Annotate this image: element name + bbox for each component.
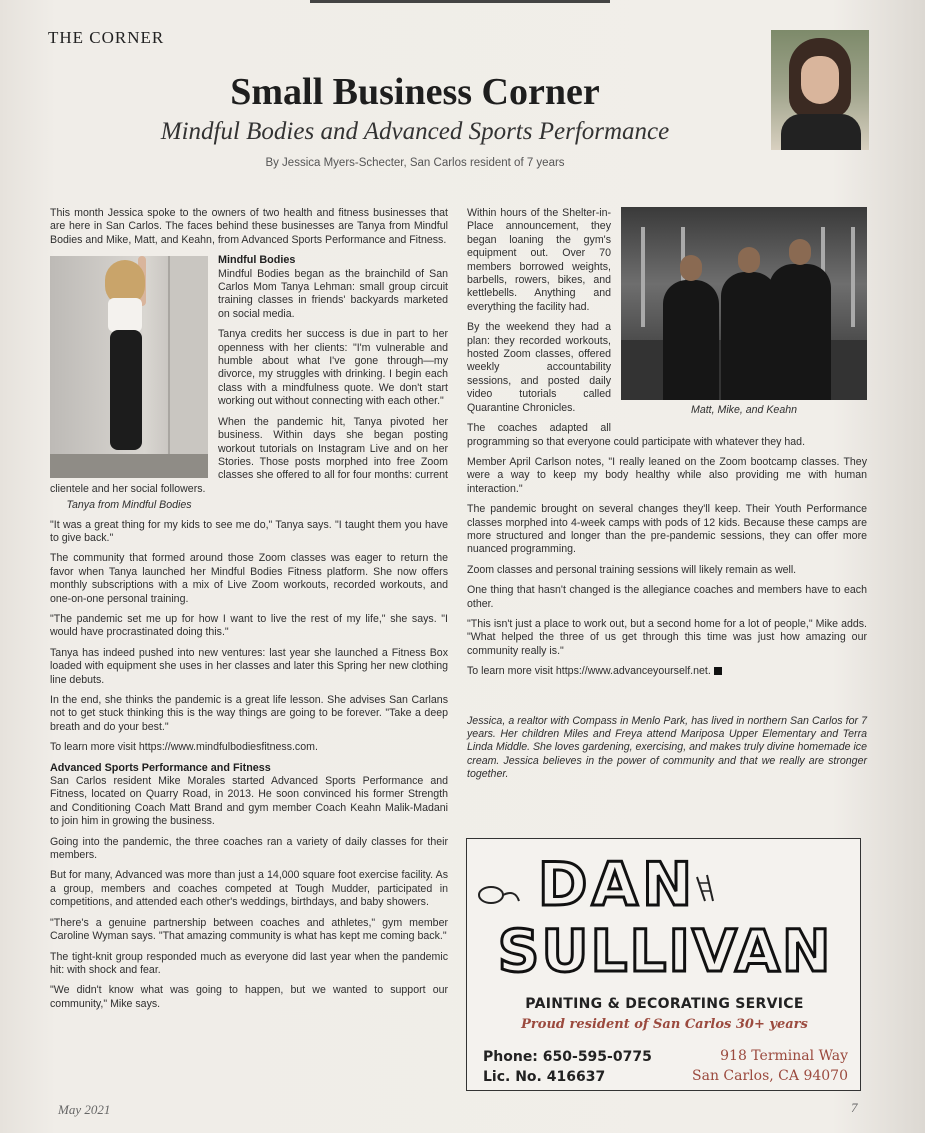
ad-address-line1: 918 Terminal Way bbox=[720, 1048, 848, 1064]
ad-service: PAINTING & DECORATING SERVICE bbox=[525, 996, 804, 1012]
end-mark bbox=[714, 667, 722, 675]
byline: By Jessica Myers-Schecter, San Carlos resident of 7 years bbox=[265, 157, 565, 169]
ad-address-line2: San Carlos, CA 94070 bbox=[692, 1068, 848, 1084]
paragraph: Mindful Bodies began as the brainchild of San Carlos Mom Tanya Lehman: small group circuit training classes in friends' backyards marketed on social media. bbox=[218, 267, 448, 320]
paragraph: But for many, Advanced was more than just a 14,000 square foot exercise facility. As a group, members and coaches competed at Tough Mudder, participated in competitions, and attended each other's weddings, birthdays, and baby showers. bbox=[50, 869, 448, 909]
section-heading-advanced-sports: Advanced Sports Performance and Fitness bbox=[50, 761, 271, 774]
intro-paragraph: This month Jessica spoke to the owners of two health and fitness businesses that are here in San Carlos. The faces behind these businesses are Tanya from Mindful Bodies and Mike, Matt, and Keahn, from Advanced Sports Performance and Fitness. bbox=[50, 207, 448, 246]
paragraph: San Carlos resident Mike Morales started Advanced Sports Performance and Fitness, located on Quarry Road, in 2013. He soon convinced his former Strength and Conditioning Coach Matt Brand and gym member Coach Keahn Malik-Madani to join him in growing the business. bbox=[50, 775, 448, 828]
tanya-photo bbox=[50, 256, 208, 478]
paragraph: The community that formed around those Zoom classes was eager to return the favor when Tanya launched her Mindful Bodies Fitness platform. She now offers monthly subscriptions with a mix of Live Zoom workouts, recorded workouts, and one-on-one personal training. bbox=[50, 552, 448, 605]
article-subtitle: Mindful Bodies and Advanced Sports Performance bbox=[160, 118, 670, 145]
logo-text-sullivan: SULLIVAN bbox=[497, 917, 833, 985]
logo-text-dan: DAN bbox=[537, 850, 697, 920]
top-rule bbox=[310, 0, 610, 3]
page-number: 7 bbox=[851, 1100, 858, 1115]
section-label: THE CORNER bbox=[48, 28, 165, 47]
paragraph: Going into the pandemic, the three coaches ran a variety of daily classes for their members. bbox=[50, 835, 448, 862]
ad-phone[interactable]: Phone: 650-595-0775 bbox=[483, 1049, 652, 1065]
paragraph: Member April Carlson notes, "I really leaned on the Zoom bootcamp classes. They were a way to keep my body healthy while also providing me with human interaction." bbox=[467, 455, 867, 495]
paragraph: Tanya has indeed pushed into new ventures: last year she launched a Fitness Box loaded with equipment she uses in her classes and later this Spring her new clothing line debuts. bbox=[50, 646, 448, 686]
paragraph: By the weekend they had a plan: they recorded workouts, hosted Zoom classes, offered weekly accountability sessions, and posted daily video tutorials called Quarantine Chronicles. bbox=[467, 321, 611, 414]
page-title: Small Business Corner bbox=[230, 71, 600, 113]
author-bio: Jessica, a realtor with Compass in Menlo Park, has lived in northern San Carlos for 7 years. Her children Miles and Freya attend Mariposa Upper Elementary and Terra Linda Middle. She loves gardening, exercising, and makes truly divine homemade ice cream. Jessica believes in the power of community and that we really are stronger together. bbox=[467, 714, 867, 781]
coaches-photo-caption: Matt, Mike, and Keahn bbox=[691, 404, 797, 416]
paragraph: "There's a genuine partnership between coaches and athletes," gym member Caroline Wyman says. "That amazing community is what has kept me coming back." bbox=[50, 916, 448, 943]
paragraph: "This isn't just a place to work out, but a second home for a lot of people," Mike adds. "What helped the three of us get through this time was just how amazing our community really is." bbox=[467, 617, 867, 657]
coaches-photo bbox=[621, 207, 867, 400]
paragraph: The coaches adapted all programming so that everyone could participate with whatever they had. bbox=[467, 422, 806, 448]
footer-date: May 2021 bbox=[58, 1102, 111, 1117]
paragraph: Tanya credits her success is due in part to her openness with her clients: "I'm vulnerable and humble about what I've gone through—my divorce, my struggles with drinking. I begin each class with a mindfulness quote. We don't start working out without connecting with each other." bbox=[218, 328, 448, 408]
paragraph: Zoom classes and personal training sessions will likely remain as well. bbox=[467, 563, 797, 576]
paragraph: The pandemic brought on several changes they'll keep. Their Youth Performance classes morphed into 4-week camps with pods of 12 kids. Because these camps are more structured and longer than the pre-pandemic sessions, they can offer more nuanced programming. bbox=[467, 503, 867, 556]
paragraph: "It was a great thing for my kids to see me do," Tanya says. "I taught them you have to give back." bbox=[50, 518, 448, 544]
dan-sullivan-ad bbox=[466, 838, 861, 1091]
author-photo bbox=[771, 30, 869, 150]
paragraph: When the pandemic hit, Tanya pivoted her business. Within days she began posting workout tutorials on Instagram Live and on her Stories. Those posts morphed into free Zoom classes she offered to all for four months: current clientele and her social followers. bbox=[50, 415, 448, 495]
section-heading-mindful-bodies: Mindful Bodies bbox=[218, 254, 296, 267]
paragraph: "We didn't know what was going to happen, but we wanted to support our community," Mike says. bbox=[50, 984, 448, 1010]
logo-ladder-icon bbox=[697, 875, 713, 901]
mindful-bodies-link[interactable]: To learn more visit https://www.mindfulbodiesfitness.com. bbox=[50, 741, 318, 754]
paragraph: In the end, she thinks the pandemic is a great life lesson. She advises San Carlans not to get stuck thinking this is the way things are going to be forever. "Take a deep breath and do your best." bbox=[50, 694, 448, 733]
tanya-photo-caption: Tanya from Mindful Bodies bbox=[66, 499, 192, 512]
paragraph: "The pandemic set me up for how I want to live the rest of my life," she says. "I would have procrastinated doing this." bbox=[50, 612, 448, 639]
paragraph: One thing that hasn't changed is the allegiance coaches and members have to each other. bbox=[467, 584, 867, 610]
left-column bbox=[50, 207, 448, 1018]
dan-sullivan-logo bbox=[467, 839, 862, 989]
ad-license: Lic. No. 416637 bbox=[483, 1069, 606, 1085]
paragraph: The tight-knit group responded much as everyone did last year when the pandemic hit: with shock and fear. bbox=[50, 950, 448, 976]
logo-paint-roller-icon bbox=[479, 887, 519, 903]
advanced-sports-link[interactable]: To learn more visit https://www.advanceyourself.net. bbox=[467, 665, 867, 678]
ad-tagline: Proud resident of San Carlos 30+ years bbox=[521, 1017, 808, 1032]
paragraph: Within hours of the Shelter-in-Place announcement, they began loaning the gym's equipment out. Over 70 members borrowed weights, barbells, rowers, bikes, and kettlebells. Anything and everything the facility had. bbox=[467, 207, 611, 313]
right-column bbox=[467, 207, 867, 789]
